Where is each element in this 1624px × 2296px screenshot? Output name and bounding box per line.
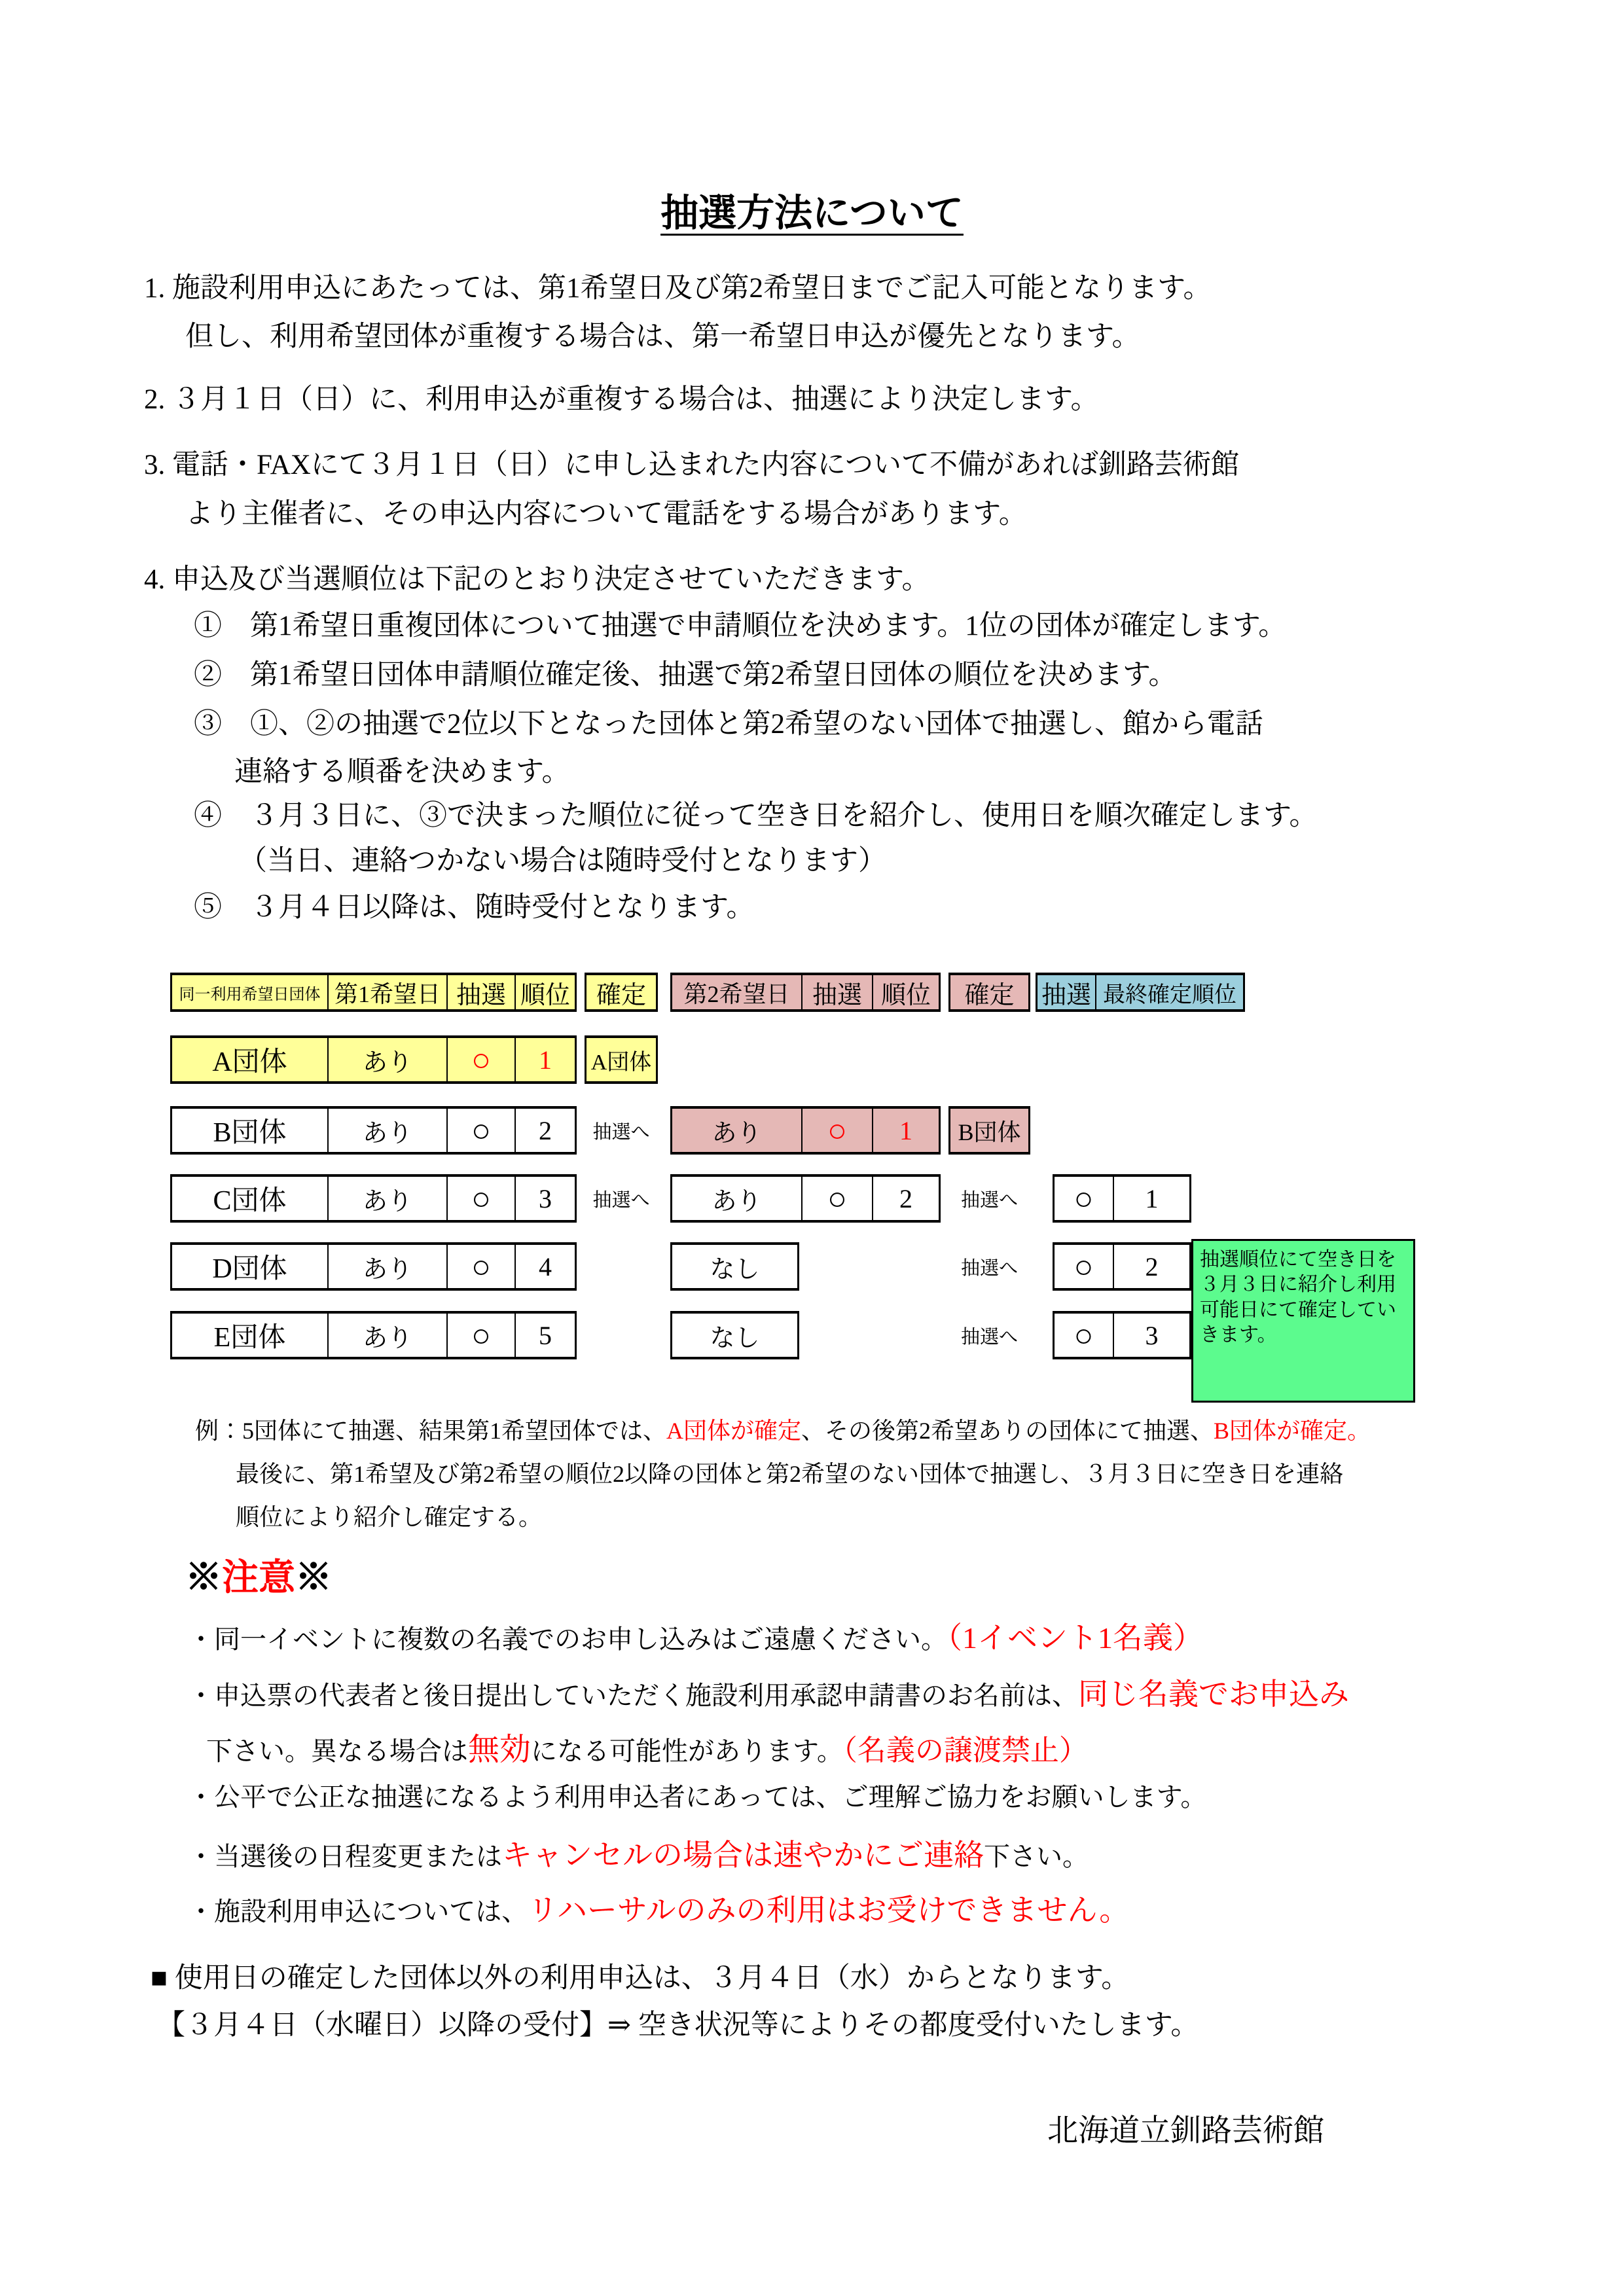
row-c-to-lottery-label-1: 抽選へ [592, 1189, 650, 1211]
row-d-wish2-none: なし [710, 1255, 760, 1283]
notice-bullet-2b-pre: 下さい。異なる場合は [206, 1736, 468, 1766]
notice-bullet-2b-mid: になる可能性があります。 [531, 1736, 843, 1766]
row-d-to-lottery-label: 抽選へ [960, 1257, 1018, 1279]
row-e-lottery-mark: ○ [446, 1314, 514, 1357]
row-d-lottery3-mark: ○ [1074, 1248, 1094, 1285]
row-e-wish1: あり [327, 1314, 446, 1357]
row-a-lottery-mark: ○ [446, 1038, 514, 1081]
row-b-confirm: B団体 [950, 1109, 1028, 1152]
header-confirm1-box [585, 973, 658, 1012]
row-d-none-box [670, 1242, 799, 1291]
item-4-sub-1: ① 第1希望日重複団体について抽選で申請順位を決めます。1位の団体が確定します。 [194, 611, 1287, 641]
example-line-1-red-b: B団体が確定。 [1214, 1418, 1371, 1444]
row-e-name: E団体 [213, 1323, 286, 1353]
item-3-line-1: 3. 電話・FAXにて３月１日（日）に申し込まれた内容について不備があれば釧路芸術館 [144, 450, 1239, 480]
row-a-confirm: A団体 [586, 1038, 656, 1081]
row-d-group3-box [1053, 1242, 1191, 1291]
header-cell-final-rank: 最終確定順位 [1095, 975, 1243, 1009]
item-4-sub-4-line-2: （当日、連絡つかない場合は随時受付となります） [239, 846, 886, 876]
row-e-none-box [670, 1311, 799, 1359]
notice-bullet-1 [188, 1614, 1203, 1657]
item-2: 2. ３月１日（日）に、利用申込が重複する場合は、抽選により決定します。 [144, 384, 1099, 415]
row-b-confirm-box [948, 1106, 1030, 1155]
notice-heading-pre: ※ [185, 1558, 222, 1598]
notice-bullet-4-pre: ・当選後の日程変更または [188, 1842, 502, 1871]
header-cell-wish1: 第1希望日 [327, 975, 446, 1009]
header-cell-lottery1: 抽選 [446, 975, 514, 1009]
header-cell-group: 同一利用希望日団体 [172, 975, 327, 1009]
notice-bullet-2-line-2 [206, 1724, 1088, 1769]
row-a-name: A団体 [172, 1038, 327, 1081]
row-b-name: B団体 [213, 1118, 287, 1148]
row-b-wish1: あり [327, 1109, 446, 1152]
notice-bullet-2-red: 同じ名義でお申込み [1078, 1677, 1349, 1711]
row-c-lottery-mark: ○ [446, 1177, 514, 1220]
header-cell-lottery2: 抽選 [801, 975, 872, 1009]
header-group1-box [170, 973, 577, 1012]
item-3-line-2: より主催者に、その申込内容について電話をする場合があります。 [185, 499, 1027, 529]
notice-bullet-5-pre: ・施設利用申込については、 [188, 1897, 528, 1926]
header-cell-wish2: 第2希望日 [672, 975, 801, 1009]
header-cell-lottery3: 抽選 [1038, 975, 1095, 1009]
notice-bullet-4 [188, 1831, 1089, 1874]
row-d-wish1: あり [327, 1245, 446, 1288]
notice-heading [185, 1549, 332, 1601]
row-b-wish2: あり [672, 1109, 801, 1152]
row-c-rank3: 1 [1113, 1177, 1189, 1220]
item-1-line-1: 1. 施設利用申込にあたっては、第1希望日及び第2希望日までご記入可能となります。 [144, 273, 1212, 304]
notice-bullet-1-red: （1イベント1名義） [947, 1621, 1203, 1655]
page-title [0, 182, 1624, 237]
header-group2-box [670, 973, 941, 1012]
row-e-rank3: 3 [1113, 1314, 1189, 1357]
row-d-rank3: 2 [1113, 1245, 1189, 1288]
item-4-sub-4-line-1: ④ ３月３日に、③で決まった順位に従って空き日を紹介し、使用日を順次確定します。 [194, 800, 1318, 831]
row-c-group1-box [170, 1174, 577, 1223]
row-e-lottery3-mark: ○ [1074, 1317, 1094, 1354]
row-c-group2-box [670, 1174, 941, 1223]
row-e-group3-box [1053, 1311, 1191, 1359]
notice-bullet-2b-red-b: （名義の譲渡禁止） [842, 1734, 1088, 1767]
item-4-sub-5: ⑤ ３月４日以降は、随時受付となります。 [194, 892, 755, 923]
row-d-rank: 4 [514, 1245, 575, 1288]
row-c-group3-box [1053, 1174, 1191, 1223]
item-4-sub-3-line-1: ③ ①、②の抽選で2位以下となった団体と第2希望のない団体で抽選し、館から電話 [194, 709, 1263, 740]
notice-bullet-2b-red-a: 無効 [468, 1732, 532, 1767]
row-d-name: D団体 [212, 1254, 287, 1284]
notice-bullet-4-post: 下さい。 [984, 1842, 1089, 1871]
row-b-group2-box [670, 1106, 941, 1155]
notice-bullet-2-line-1 [188, 1670, 1349, 1713]
row-c-wish2: あり [712, 1187, 762, 1215]
notice-bullet-3: ・公平で公正な抽選になるよう利用申込者にあっては、ご理解ご協力をお願いします。 [188, 1782, 1207, 1812]
row-e-to-lottery-label: 抽選へ [960, 1326, 1018, 1348]
row-c-wish1: あり [327, 1177, 446, 1220]
row-e-wish2-none: なし [710, 1324, 760, 1352]
item-4: 4. 申込及び当選順位は下記のとおり決定させていただきます。 [144, 564, 930, 595]
header-cell-rank2: 順位 [872, 975, 939, 1009]
row-a-group1-box [170, 1035, 577, 1084]
header-cell-confirm2: 確定 [950, 975, 1028, 1009]
row-c-rank2: 2 [872, 1177, 939, 1220]
header-confirm2-box [948, 973, 1030, 1012]
example-line-2: 最後に、第1希望及び第2希望の順位2以降の団体と第2希望のない団体で抽選し、３月３日に空き日を連絡 [236, 1461, 1344, 1487]
row-e-rank: 5 [514, 1314, 575, 1357]
page-title-text: 抽選方法について [660, 192, 964, 234]
row-c-lottery3-mark: ○ [1074, 1180, 1094, 1217]
item-1-line-2: 但し、利用希望団体が重複する場合は、第一希望日申込が優先となります。 [185, 321, 1140, 352]
notice-bullet-1-pre: ・同一イベントに複数の名義でのお申し込みはご遠慮ください。 [188, 1624, 947, 1654]
example-line-3: 順位により紹介し確定する。 [236, 1504, 543, 1530]
row-b-lottery2-mark: ○ [801, 1109, 872, 1152]
row-a-wish1: あり [327, 1038, 446, 1081]
notice-heading-red: 注意 [222, 1558, 295, 1598]
organization-name: 北海道立釧路芸術館 [1047, 2114, 1324, 2148]
row-b-lottery-mark: ○ [446, 1109, 514, 1152]
header-cell-confirm1: 確定 [586, 975, 656, 1009]
notice-bullet-5-red: リハーサルのみの利用はお受けできません。 [528, 1893, 1130, 1927]
item-4-sub-3-line-2: 連絡する順番を決めます。 [234, 757, 570, 787]
row-b-rank2: 1 [872, 1109, 939, 1152]
row-c-rank: 3 [514, 1177, 575, 1220]
row-b-rank: 2 [514, 1109, 575, 1152]
row-a-confirm-box [585, 1035, 658, 1084]
notice-bullet-2-pre: ・申込票の代表者と後日提出していただく施設利用承認申請書のお名前は、 [188, 1681, 1078, 1710]
header-group3-box [1036, 973, 1245, 1012]
row-e-group1-box [170, 1311, 577, 1359]
notice-bullet-4-red: キャンセルの場合は速やかにご連絡 [502, 1839, 984, 1872]
footer-line-1: ■ 使用日の確定した団体以外の利用申込は、３月４日（水）からとなります。 [151, 1963, 1130, 1994]
row-c-lottery2-mark: ○ [801, 1177, 872, 1220]
example-line-1-red-a: A団体が確定 [666, 1418, 802, 1444]
row-d-lottery-mark: ○ [446, 1245, 514, 1288]
header-cell-rank1: 順位 [514, 975, 575, 1009]
notice-heading-post: ※ [295, 1558, 332, 1598]
row-b-to-lottery-label: 抽選へ [592, 1121, 650, 1143]
example-line-1-mid: 、その後第2希望ありの団体にて抽選、 [801, 1418, 1214, 1444]
row-c-to-lottery-label-2: 抽選へ [960, 1189, 1018, 1211]
example-line-1-pre: 例：5団体にて抽選、結果第1希望団体では、 [195, 1418, 667, 1444]
row-a-rank: 1 [514, 1038, 575, 1081]
row-d-group1-box [170, 1242, 577, 1291]
item-4-sub-2: ② 第1希望日団体申請順位確定後、抽選で第2希望日団体の順位を決めます。 [194, 660, 1177, 691]
row-b-group1-box [170, 1106, 577, 1155]
example-line-1 [195, 1412, 1371, 1446]
notice-bullet-5 [188, 1886, 1129, 1929]
green-note-box: 抽選順位にて空き日を３月３日に紹介し利用可能日にて確定していきます。 [1191, 1239, 1415, 1403]
footer-line-2: 【３月４日（水曜日）以降の受付】⇒ 空き状況等によりその都度受付いたします。 [157, 2010, 1199, 2041]
row-c-name: C団体 [213, 1186, 287, 1216]
